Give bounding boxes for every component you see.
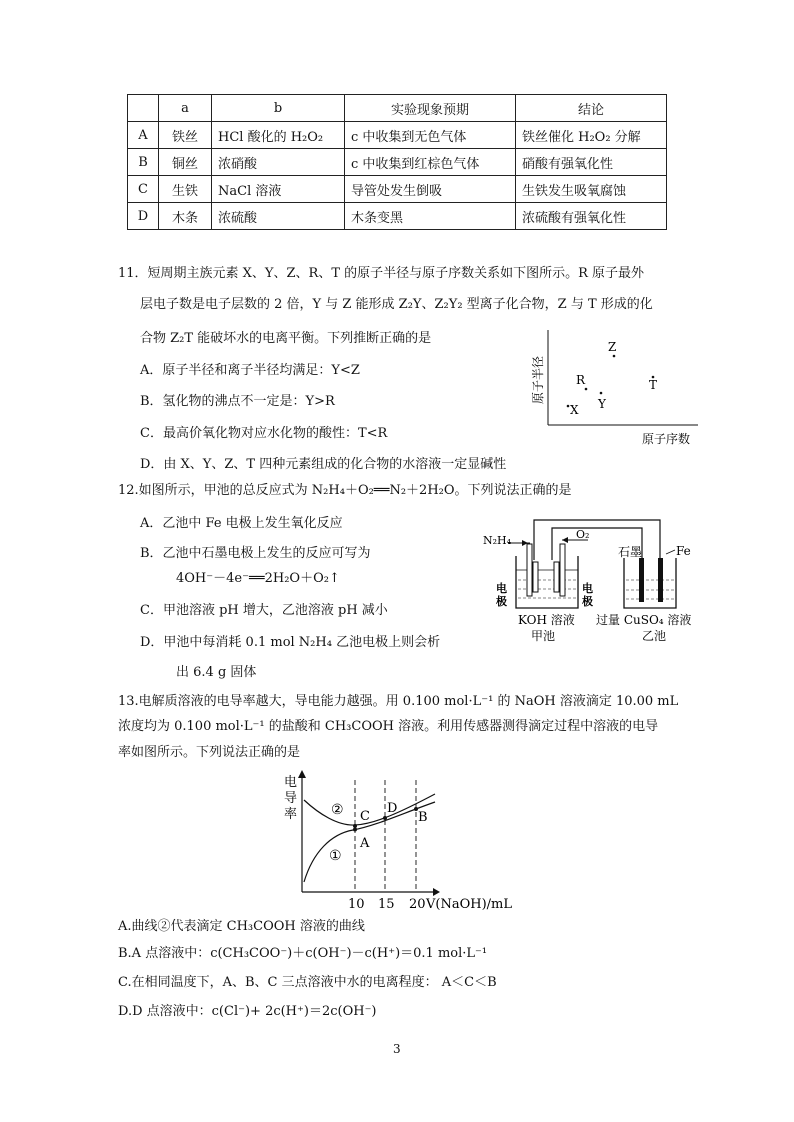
table-cell: 浓硫酸 [212,203,345,230]
left-cell-name: 甲池 [531,629,556,643]
table-row [128,149,667,176]
right-electrode-label-2: 极 [582,595,593,608]
q13-stem-line1: 13.电解质溶液的电导率越大，导电能力越强。用 0.100 mol·L⁻¹ 的 NaOH 溶液滴定 10.00 mL [118,694,679,709]
right-cell-name: 乙池 [642,629,667,643]
q11-stem-line2: 层电子数是电子层数的 2 倍，Y 与 Z 能形成 Z₂Y、Z₂Y₂ 型离子化合物，Z 与 T 形成的化 [140,297,653,312]
left-electrode-label: 电 [496,582,507,595]
right-solution-label: 过量 CuSO₄ 溶液 [596,613,692,627]
q13-option-b: B.A 点溶液中：c(CH₃COO⁻)＋c(OH⁻)－c(H⁺)＝0.1 mol·L⁻¹ [118,946,488,961]
table-header [128,95,159,122]
point-t-label: T [649,378,658,392]
point-z [613,355,616,358]
graph-ylabel-3: 率 [284,807,298,822]
q13-option-d: D.D 点溶液中：c(Cl⁻)+ 2c(H⁺)＝2c(OH⁻) [118,1004,377,1019]
table-cell: c 中收集到红棕色气体 [345,149,516,176]
n2h4-label: N₂H₄ [483,534,512,547]
q12-stem: 12.如图所示，甲池的总反应式为 N₂H₄＋O₂══N₂＋2H₂O。下列说法正确的是 [118,483,572,498]
table-cell: A [128,122,159,149]
table-cell: NaCl 溶液 [212,176,345,203]
q13-stem-line2: 浓度均为 0.100 mol·L⁻¹ 的盐酸和 CH₃COOH 溶液。利用传感器测得滴定过程中溶液的电导 [118,719,659,734]
table-cell: B [128,149,159,176]
point-y [600,392,603,395]
electrochemical-cells-diagram [478,510,700,650]
atomic-radius-graph [528,325,708,450]
point-b-label: B [418,810,428,825]
table-cell: 生铁发生吸氧腐蚀 [516,176,667,203]
table-cell: C [128,176,159,203]
graph-ylabel: 原子半径 [531,355,545,405]
q11-option-c: C．最高价氧化物对应水化物的酸性：T<R [140,426,388,441]
table-cell: HCl 酸化的 H₂O₂ [212,122,345,149]
experiment-table [127,94,667,230]
q12-option-d-line1: D．甲池中每消耗 0.1 mol N₂H₄ 乙池电极上则会析 [140,635,441,650]
fe-label: Fe [676,544,691,558]
page-number: 3 [393,1042,401,1056]
tick-15: 15 [378,897,395,912]
q11-option-a: A．原子半径和离子半径均满足：Y<Z [140,363,360,378]
graph-xlabel: V(NaOH)/mL [426,897,512,912]
o2-label: O₂ [576,528,590,541]
table-cell: 铁丝催化 H₂O₂ 分解 [516,122,667,149]
right-electrode-label: 电 [582,582,593,595]
table-cell: 浓硫酸有强氧化性 [516,203,667,230]
q13-option-c: C.在相同温度下，A、B、C 三点溶液中水的电离程度： A＜C＜B [118,975,497,990]
table-cell: 铜丝 [159,149,212,176]
table-header: 实验现象预期 [345,95,516,122]
q11-stem-line1: 11．短周期主族元素 X、Y、Z、R、T 的原子半径与原子序数关系如下图所示。R 原子最外 [118,266,645,281]
table-row [128,203,667,230]
left-electrode-label-2: 极 [496,595,507,608]
q13-option-a: A.曲线②代表滴定 CH₃COOH 溶液的曲线 [118,919,365,934]
point-r [585,388,588,391]
table-cell: 生铁 [159,176,212,203]
q11-option-b: B．氢化物的沸点不一定是：Y>R [140,394,335,409]
table-cell: 铁丝 [159,122,212,149]
table-cell: 木条 [159,203,212,230]
tick-20: 20 [409,897,426,912]
left-solution-label: KOH 溶液 [518,613,575,627]
tick-10: 10 [348,897,365,912]
graph-ylabel-1: 电 [284,775,298,790]
q11-option-d: D．由 X、Y、Z、T 四种元素组成的化合物的水溶液一定显碱性 [140,457,507,472]
point-c-label: C [360,809,370,824]
conductivity-titration-graph [283,770,523,915]
point-a-label: A [360,836,370,851]
curve-2-label: ② [331,802,344,818]
point-d-label: D [387,801,398,816]
table-cell: 浓硝酸 [212,149,345,176]
table-cell: 硝酸有强氧化性 [516,149,667,176]
table-header: a [159,95,212,122]
q11-stem-line3: 合物 Z₂T 能破坏水的电离平衡。下列推断正确的是 [140,331,432,346]
point-z-label: Z [608,340,617,354]
table-header: b [212,95,345,122]
q12-option-b-line2: 4OH⁻－4e⁻══2H₂O＋O₂↑ [176,571,340,586]
graph-ylabel-2: 导 [284,791,298,806]
table-header: 结论 [516,95,667,122]
point-x-label: X [570,403,579,417]
graph-xlabel: 原子序数 [641,432,691,446]
table-cell: 木条变黑 [345,203,516,230]
point-r-label: R [576,373,586,387]
table-cell: D [128,203,159,230]
q13-stem-line3: 率如图所示。下列说法正确的是 [118,745,301,760]
table-cell: c 中收集到无色气体 [345,122,516,149]
table-row [128,176,667,203]
table-header-row [128,95,667,122]
q12-option-c: C．甲池溶液 pH 增大，乙池溶液 pH 减小 [140,603,388,618]
q12-option-a: A．乙池中 Fe 电极上发生氧化反应 [140,516,343,531]
curve-1-label: ① [329,848,342,864]
point-y-label: Y [598,397,606,411]
graphite-label: 石墨 [618,545,643,559]
table-cell: 导管处发生倒吸 [345,176,516,203]
table-row [128,122,667,149]
q12-option-b-line1: B．乙池中石墨电极上发生的反应可写为 [140,546,371,561]
point-x [567,405,570,408]
q12-option-d-line2: 出 6.4 g 固体 [176,665,257,680]
